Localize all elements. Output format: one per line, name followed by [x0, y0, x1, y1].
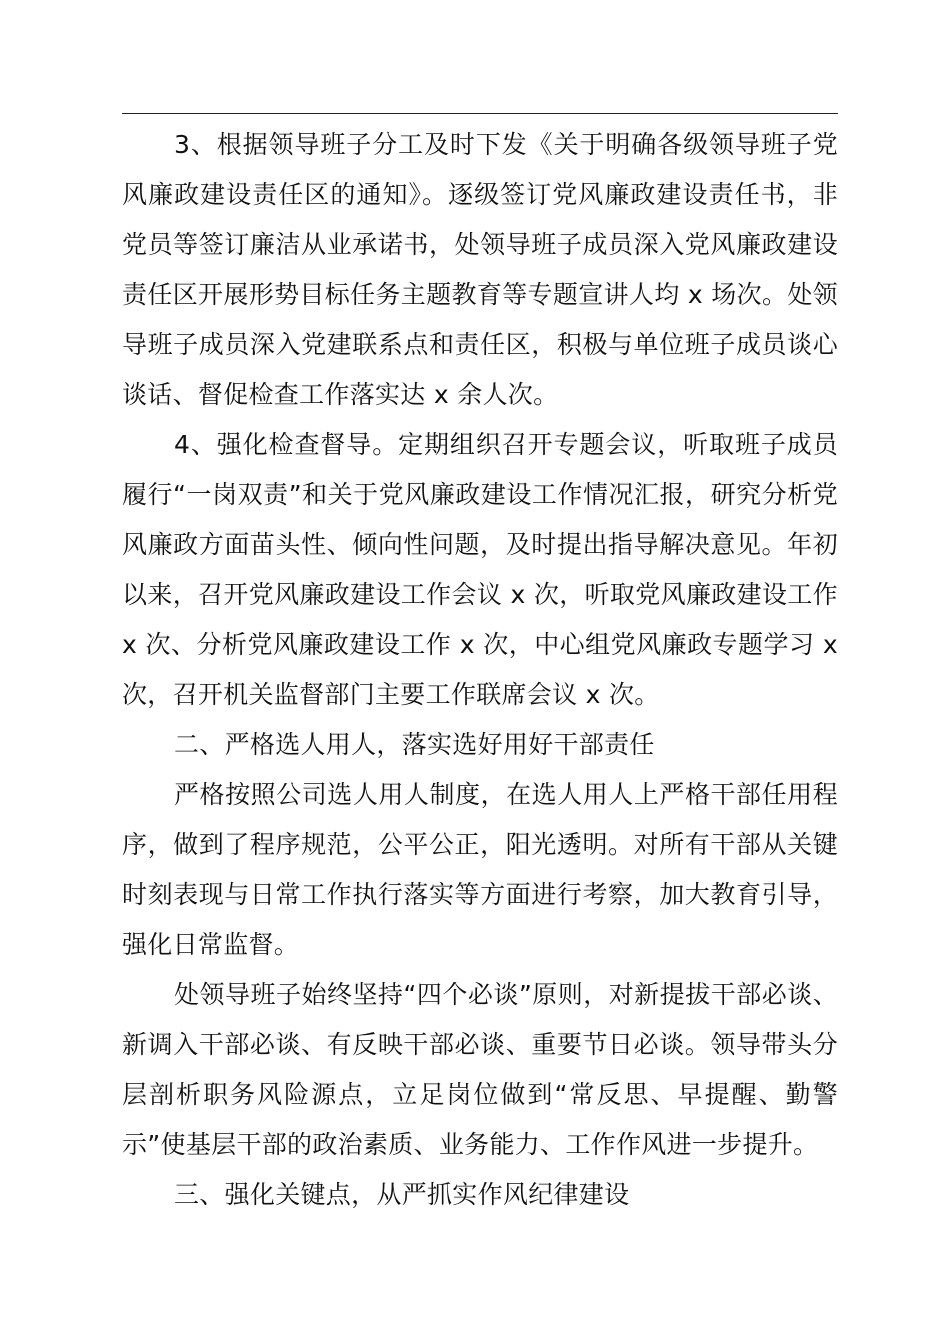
paragraph-item-4: 4、强化检查督导。定期组织召开专题会议，听取班子成员履行“一岗双责”和关于党风廉政建设工作情况汇报，研究分析党风廉政方面苗头性、倾向性问题，及时提出指导解决意见。年初以来，召开党风廉政建设工作会议 x 次，听取党风廉政建设工作 x 次、分析党风廉政建设工作 x 次，中心组党风廉政专题学习 x 次，召开机关监督部门主要工作联席会议 x 次。: [122, 430, 838, 709]
section-heading-3: 三、强化关键点，从严抓实作风纪律建设: [174, 1180, 630, 1209]
paragraph-cadre-selection: 严格按照公司选人用人制度，在选人用人上严格干部任用程序，做到了程序规范，公平公正，阳光透明。对所有干部从关键时刻表现与日常工作执行落实等方面进行考察，加大教育引导，强化日常监督。: [122, 780, 838, 959]
section-heading-2: 二、严格选人用人，落实选好用好干部责任: [174, 730, 655, 759]
paragraph-four-talks: 处领导班子始终坚持“四个必谈”原则，对新提拔干部必谈、新调入干部必谈、有反映干部必谈、重要节日必谈。领导带头分层剖析职务风险源点，立足岗位做到“常反思、早提醒、勤警示”使基层干部的政治素质、业务能力、工作作风进一步提升。: [122, 980, 838, 1159]
document-body: [122, 120, 838, 1220]
paragraph-item-3: 3、根据领导班子分工及时下发《关于明确各级领导班子党风廉政建设责任区的通知》。逐级签订党风廉政建设责任书，非党员等签订廉洁从业承诺书，处领导班子成员深入党风廉政建设责任区开展形势目标任务主题教育等专题宣讲人均 x 场次。处领导班子成员深入党建联系点和责任区，积极与单位班子成员谈心谈话、督促检查工作落实达 x 余人次。: [122, 130, 838, 409]
header-rule: [122, 113, 838, 114]
